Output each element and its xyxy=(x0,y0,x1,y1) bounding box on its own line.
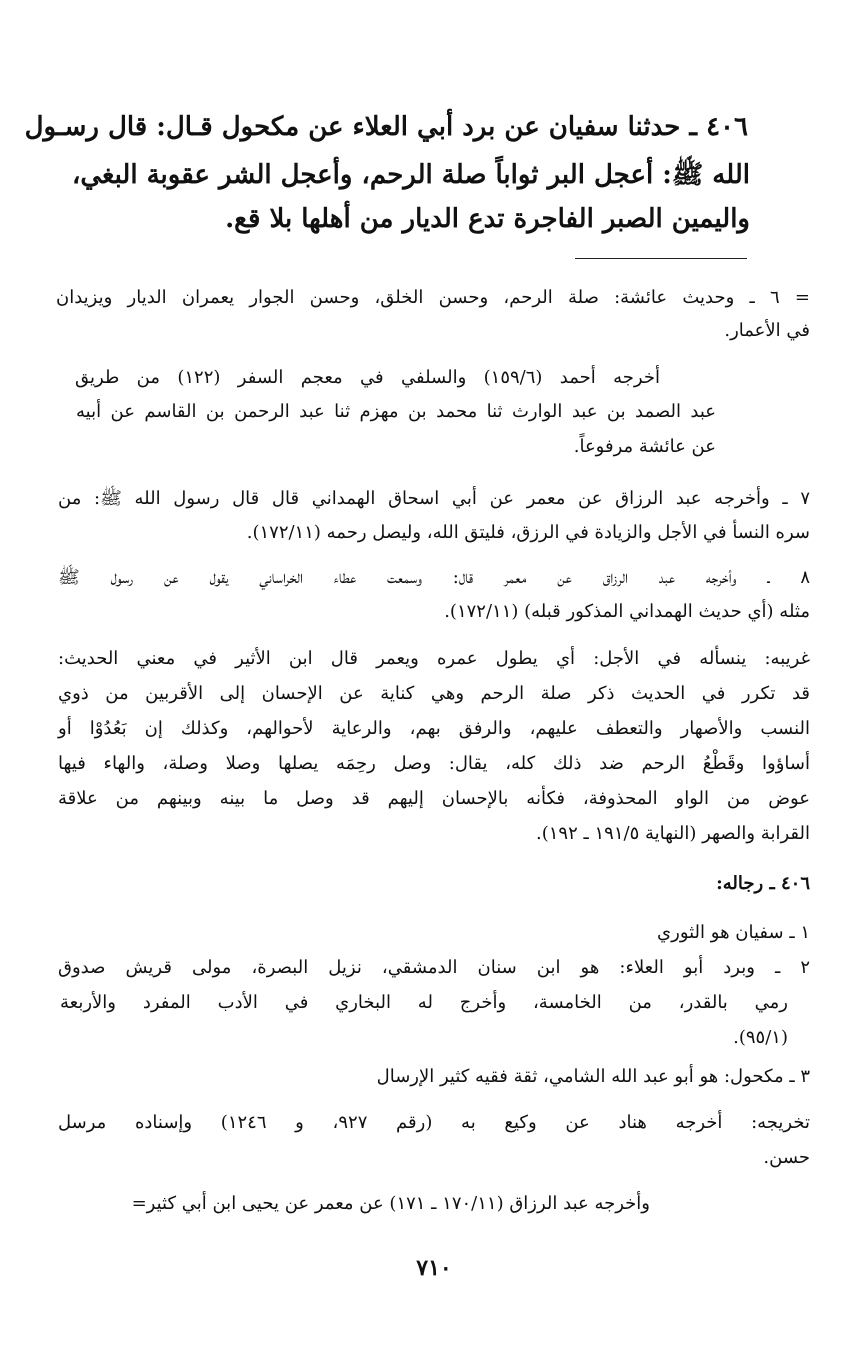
footnote-line: عوض من الواو المحذوفة، فكأنه بالإحسان إليهم قد وصل ما بينه وبينهم من علاقة xyxy=(58,788,810,809)
footnote-line: قد تكرر في الحديث ذكر صلة الرحم وهي كناية عن الإحسان إلى الأقربين من ذوي xyxy=(58,683,810,704)
hadith-line: الله ﷺ: أعجل البر ثواباً صلة الرحم، وأعجل الشر عقوبة البغي، xyxy=(71,160,750,190)
footnote-line: القرابة والصهر (النهاية ١٩١/٥ ـ ١٩٢). xyxy=(536,823,810,844)
hadith-line: واليمين الصبر الفاجرة تدع الديار من أهلها بلا قع. xyxy=(225,204,750,234)
footnote-line: غريبه: ينسأله في الأجل: أي يطول عمره ويعمر قال ابن الأثير في معني الحديث: xyxy=(58,648,810,669)
hadith-line: ٤٠٦ ـ حدثنا سفيان عن برد أبي العلاء عن مكحول قـال: قال رسـول xyxy=(24,112,748,142)
footnote-line: (٩٥/١). xyxy=(733,1027,788,1048)
footnote-line: ٢ ـ وبرد أبو العلاء: هو ابن سنان الدمشقي، نزيل البصرة، مولى قريش صدوق xyxy=(58,957,810,978)
footnote-separator xyxy=(575,258,747,259)
footnote-line: = ٦ ـ وحديث عائشة: صلة الرحم، وحسن الخلق، وحسن الجوار يعمران الديار ويزيدان xyxy=(56,287,810,308)
footnote-line: عن عائشة مرفوعاً. xyxy=(573,436,716,457)
footnote-line: أخرجه أحمد (١٥٩/٦) والسلفي في معجم السفر (١٢٢) من طريق xyxy=(75,367,660,388)
footnote-line: في الأعمار. xyxy=(724,320,810,341)
footnote-line: النسب والأصهار والتعطف عليهم، والرفق بهم، والرعاية لأحوالهم، وكذلك إن بَعُدُوْا أو xyxy=(58,718,810,739)
footnote-line: ١ ـ سفيان هو الثوري xyxy=(657,922,810,943)
footnote-line: أساؤوا وقَطْعُ الرحم ضد ذلك كله، يقال: وصل رحِمَه يصلها وصلا وصلة، والهاء فيها xyxy=(58,753,810,774)
footnote-line: عبد الصمد بن عبد الوارث ثنا محمد بن مهزم ثنا عبد الرحمن بن القاسم عن أبيه xyxy=(76,401,716,422)
section-heading: ٤٠٦ ـ رجاله: xyxy=(716,873,810,894)
footnote-line: وأخرجه عبد الرزاق (١٧٠/١١ ـ ١٧١) عن معمر عن يحيى ابن أبي كثير= xyxy=(131,1193,650,1214)
footnote-line: ٣ ـ مكحول: هو أبو عبد الله الشامي، ثقة فقيه كثير الإرسال xyxy=(376,1066,810,1087)
footnote-line: ٧ ـ وأخرجه عبد الرزاق عن معمر عن أبي اسحاق الهمداني قال قال رسول الله ﷺ: من xyxy=(58,488,810,509)
footnote-line: تخريجه: أخرجه هناد عن وكيع به (رقم ٩٢٧، و ١٢٤٦) وإسناده مرسل xyxy=(58,1112,810,1133)
page-number: ٧١٠ xyxy=(416,1255,452,1281)
footnote-line: سره النسأ في الأجل والزيادة في الرزق، فليتق الله، وليصل رحمه (١٧٢/١١). xyxy=(246,522,810,543)
footnote-line: ٨ ـ وأخرجه عبد الرزاق عن معمر قال: وسمعت عطاء الخراساني يقول عن رسول ﷺ xyxy=(58,567,810,588)
footnote-line: مثله (أي حديث الهمداني المذكور قبله) (١٧٢/١١). xyxy=(444,601,810,622)
footnote-line: رمي بالقدر، من الخامسة، وأخرج له البخاري في الأدب المفرد والأربعة xyxy=(60,992,788,1013)
footnote-line: حسن. xyxy=(763,1147,810,1168)
